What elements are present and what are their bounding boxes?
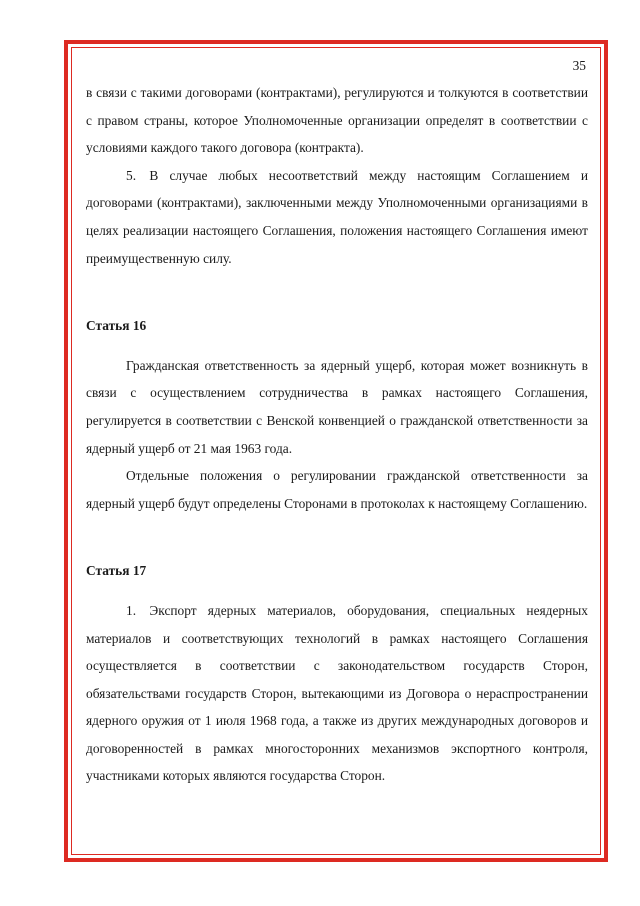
- article-16-paragraph-1: Гражданская ответственность за ядерный ущерб, которая может возникнуть в связи с осуществлением сотрудничества в рамках настоящего Соглашения, регулируется в соответствии с Венской конвенцией о гражданской ответственности за ядерный ущерб от 21 мая 1963 года.: [86, 357, 588, 456]
- spacer: [86, 585, 588, 597]
- page-number: 35: [572, 58, 586, 73]
- paragraph-continuation: в связи с такими договорами (контрактами), регулируются и толкуются в соответствии с правом страны, которое Уполномоченные организации определят в соответствии с условиями каждого такого договора (контракта).: [86, 85, 588, 156]
- spacer: [86, 517, 588, 557]
- document-body: [86, 55, 588, 790]
- article-17-heading: Статья 17: [86, 563, 147, 579]
- article-16-heading: Статья 16: [86, 318, 147, 334]
- article-16-paragraph-2: Отдельные положения о регулировании гражданской ответственности за ядерный ущерб будут определены Сторонами в протоколах к настоящему Соглашению.: [86, 468, 588, 511]
- spacer: [86, 272, 588, 312]
- spacer: [86, 340, 588, 352]
- paragraph-clause-5: 5. В случае любых несоответствий между настоящим Соглашением и договорами (контрактами), заключенными между Уполномоченными организациями в целях реализации настоящего Соглашения, положения настоящего Соглашения имеют преимущественную силу.: [86, 167, 588, 266]
- article-17-paragraph-1: 1. Экспорт ядерных материалов, оборудования, специальных неядерных материалов и соответствующих технологий в рамках настоящего Соглашения осуществляется в соответствии с законодательством государств Сторон, обязательствами государств Сторон, вытекающими из Договора о нераспространении ядерного оружия от 1 июля 1968 года, а также из других международных договоров и договоренностей в рамках многосторонних механизмов экспортного контроля, участниками которых являются государства Сторон.: [86, 602, 588, 784]
